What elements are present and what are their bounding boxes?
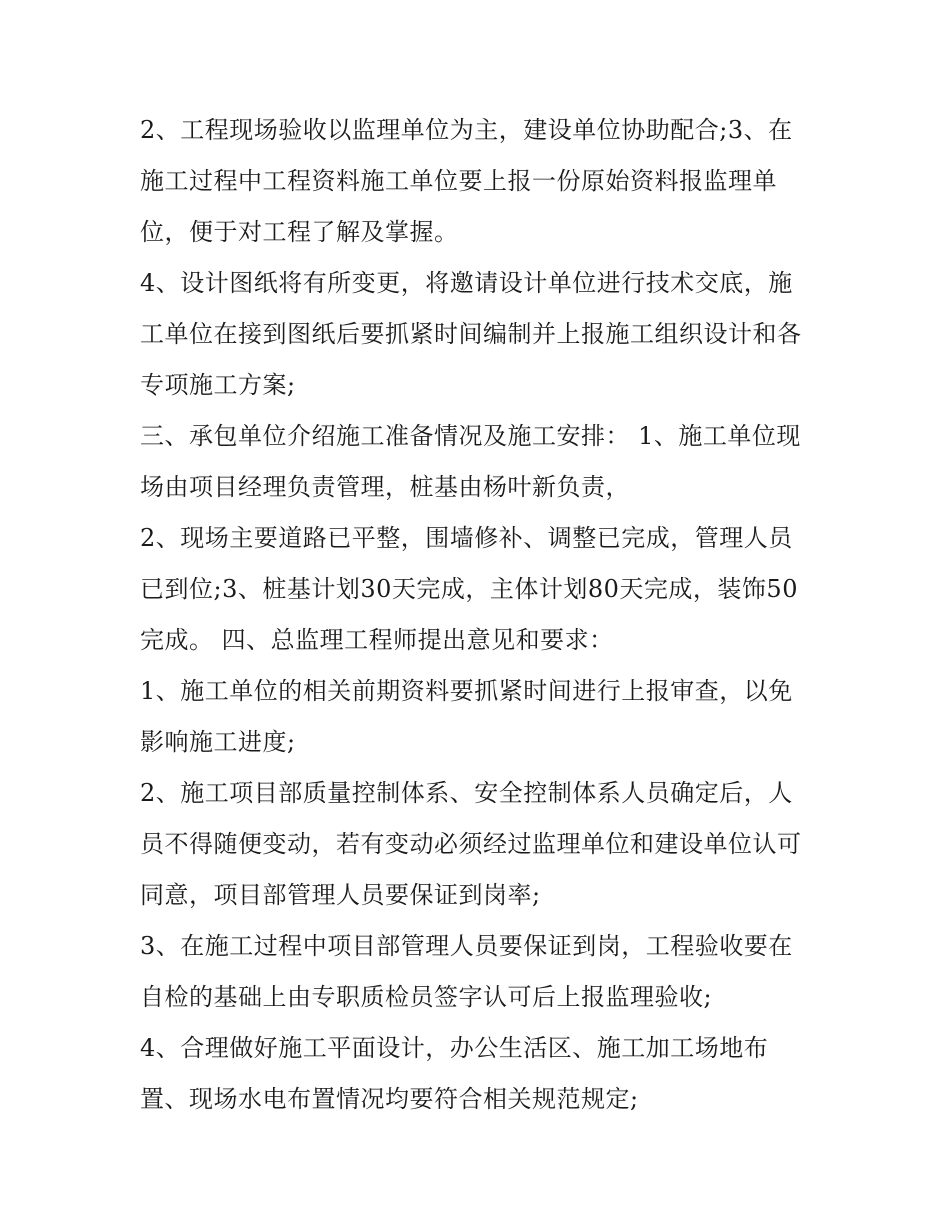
text-line: 施工过程中工程资料施工单位要上报一份原始资料报监理单 — [140, 167, 777, 195]
text-line: 专项施工方案; — [140, 371, 296, 399]
text-line: 影响施工进度; — [140, 728, 296, 756]
text-line: 4、设计图纸将有所变更，将邀请设计单位进行技术交底，施 — [140, 269, 793, 297]
text-line: 自检的基础上由专职质检员签字认可后上报监理验收; — [140, 983, 713, 1011]
text-line: 三、承包单位介绍施工准备情况及施工安排： 1、施工单位现 — [140, 422, 801, 450]
text-line: 已到位;3、桩基计划30天完成，主体计划80天完成，装饰50 — [140, 575, 798, 603]
text-line: 2、施工项目部质量控制体系、安全控制体系人员确定后，人 — [140, 779, 793, 807]
text-line: 场由项目经理负责管理，桩基由杨叶新负责， — [140, 473, 630, 501]
text-line: 2、工程现场验收以监理单位为主，建设单位协助配合;3、在 — [140, 116, 793, 144]
text-line: 工单位在接到图纸后要抓紧时间编制并上报施工组织设计和各 — [140, 320, 802, 348]
text-line: 4、合理做好施工平面设计，办公生活区、施工加工场地布 — [140, 1034, 769, 1062]
document-body — [140, 105, 820, 1125]
text-line: 员不得随便变动，若有变动必须经过监理单位和建设单位认可 — [140, 830, 802, 858]
text-line: 1、施工单位的相关前期资料要抓紧时间进行上报审查，以免 — [140, 677, 793, 705]
text-line: 2、现场主要道路已平整，围墙修补、调整已完成，管理人员 — [140, 524, 793, 552]
text-line: 置、现场水电布置情况均要符合相关规范规定; — [140, 1085, 639, 1113]
text-line: 同意，项目部管理人员要保证到岗率; — [140, 881, 541, 909]
text-line: 完成。 四、总监理工程师提出意见和要求： — [140, 626, 614, 654]
text-line: 位，便于对工程了解及掌握。 — [140, 218, 459, 246]
text-line: 3、在施工过程中项目部管理人员要保证到岗，工程验收要在 — [140, 932, 793, 960]
